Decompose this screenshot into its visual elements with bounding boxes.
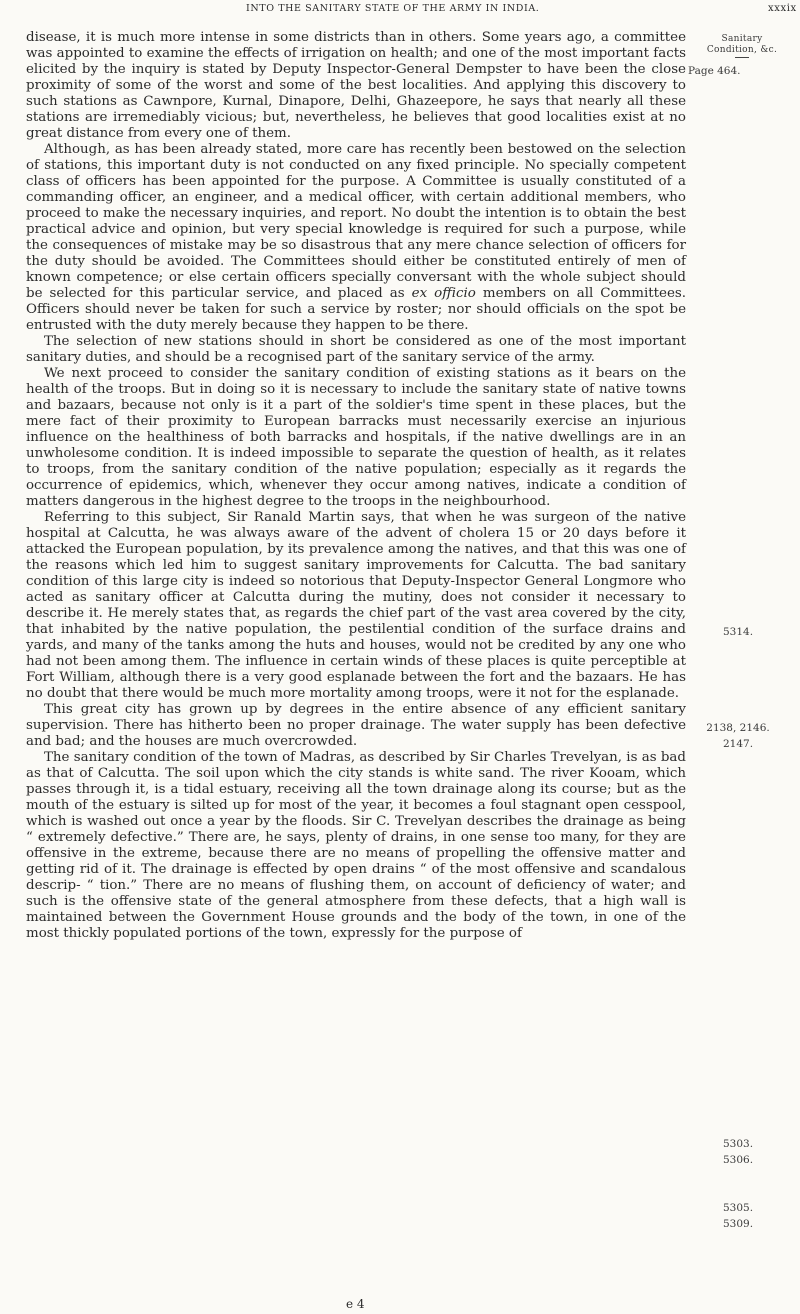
running-header xyxy=(0,0,800,18)
running-title: INTO THE SANITARY STATE OF THE ARMY IN INDIA. xyxy=(246,3,540,14)
paragraph-new-stations: The selection of new stations should in short be considered as one of the most important sanitary duties, and should be a recognised part of the sanitary service of the army. xyxy=(26,334,686,365)
paragraph-selection-committees xyxy=(26,142,686,334)
paragraph-city-supervision: This great city has grown up by degrees in the entire absence of any efficient sanitary supervision. There has hitherto been no proper drainage. The water supply has been defective and bad; and the houses are much overcrowded. xyxy=(26,702,686,749)
margin-ref-5305: 5305. xyxy=(722,1202,754,1214)
paragraph-existing-stations: We next proceed to consider the sanitary condition of existing stations as it bears on the health of the troops. But in doing so it is necessary to include the sanitary state of native towns and bazaars, because not only is it a part of the soldier's time spent in these places, but the mere fact of their proximity to European barracks must necessarily exercise an injurious influence on the healthiness of both barracks and hospitals, if the native dwellings are in an unwholesome condition. It is indeed impossible to separate the question of health, as it relates to troops, from the sanitary condition of the native population; especially as it regards the occurrence of epidemics, which, whenever they occur among natives, indicate a condition of matters dangerous in the highest degree to the troops in the neighbourhood. xyxy=(26,366,686,509)
paragraph-selection-text-a: Although, as has been already stated, more care has recently been bestowed on the selection of stations, this important duty is not conducted on any fixed principle. No specially competent class of officers has been appointed for the purpose. A Committee is usually constituted of a commanding officer, an engineer, and a medical officer, with certain additional members, who proceed to make the necessary inquiries, and report. No doubt the intention is to obtain the best practical advice and opinion, but very special knowledge is required for such a purpose, while the consequences of mistake may be so disastrous that any mere chance selection of officers for the duty should be avoided. The Committees should either be constituted entirely of men of known competence; or else certain officers specially conversant with the whole subject should be selected for this particular service, and placed as xyxy=(26,142,686,301)
paragraph-calcutta: Referring to this subject, Sir Ranald Martin says, that when he was surgeon of the native hospital at Calcutta, he was always aware of the advent of cholera 15 or 20 days before it attacked the European population, by its prevalence among the natives, and that this was one of the reasons which led him to suggest sanitary improvements for Calcutta. The bad sanitary condition of this large city is indeed so notorious that Deputy-Inspector General Longmore who acted as sanitary officer at Calcutta during the mutiny, does not consider it necessary to describe it. He merely states that, as regards the chief part of the vast area covered by the city, that inhabited by the native population, the pestilential condition of the surface drains and yards, and many of the tanks among the huts and houses, would not be credited by any one who had not been among them. The influence in certain winds of these places is quite perceptible at Fort William, although there is a very good esplanade between the fort and the bazaars. He has no doubt that there would be much more mortality among troops, were it not for the esplanade. xyxy=(26,510,686,701)
signature-mark: e 4 xyxy=(346,1297,365,1311)
margin-ref-2147: 2147. xyxy=(722,738,754,750)
margin-ref-2138: 2138, 2146. xyxy=(706,722,770,734)
margin-ref-5306: 5306. xyxy=(722,1154,754,1166)
margin-section-label xyxy=(690,34,794,58)
margin-sanitary-label: Sanitary xyxy=(721,34,763,44)
paragraph-selection-text-b: members on all Committees. Officers should never be taken for such a service by roster; nor should officials on the spot be entrusted with the duty merely because they happen to be there. xyxy=(26,286,687,333)
margin-condition-label: Condition, &c. xyxy=(706,45,778,55)
paragraph-madras: The sanitary condition of the town of Madras, as described by Sir Charles Trevelyan, is as bad as that of Calcutta. The soil upon which the city stands is white sand. The river Kooam, which passes through it, is a tidal estuary, receiving all the town drainage along its course; but as the mouth of the estuary is silted up for most of the year, it becomes a foul stagnant open cesspool, which is washed out once a year by the floods. Sir C. Trevelyan describes the drainage as being “ extremely defective.” There are, he says, plenty of drains, in one sense too many, for they are offensive in the extreme, because there are no means of propelling the offensive matter and getting rid of it. The drainage is effected by open drains “ of the most offensive and scandalous descrip- “ tion.” There are no means of flushing them, on account of deficiency of water; and such is the offensive state of the general atmosphere from these defects, that a high wall is maintained between the Government House grounds and the body of the town, in one of the most thickly populated portions of the town, expressly for the purpose of xyxy=(26,750,686,941)
paragraph-irrigation: disease, it is much more intense in some districts than in others. Some years ago, a committee was appointed to examine the effects of irrigation on health; and one of the most important facts elicited by the inquiry is stated by Deputy Inspector-General Dempster to have been the close proximity of some of the worst and some of the best localities. And applying this discovery to such stations as Cawnpore, Kurnal, Dinapore, Delhi, Ghazeepore, he says that nearly all these stations are irremediably vicious; but, nevertheless, he believes that good localities exist at no great distance from every one of them. xyxy=(26,30,686,141)
margin-ref-5314: 5314. xyxy=(722,626,754,638)
margin-rule xyxy=(735,57,749,58)
margin-ref-5303: 5303. xyxy=(722,1138,754,1150)
ex-officio-term: ex officio xyxy=(411,286,476,301)
margin-page-ref: Page 464. xyxy=(688,65,741,77)
page-number: xxxix xyxy=(768,3,797,14)
page-body xyxy=(26,30,686,942)
margin-ref-5309: 5309. xyxy=(722,1218,754,1230)
